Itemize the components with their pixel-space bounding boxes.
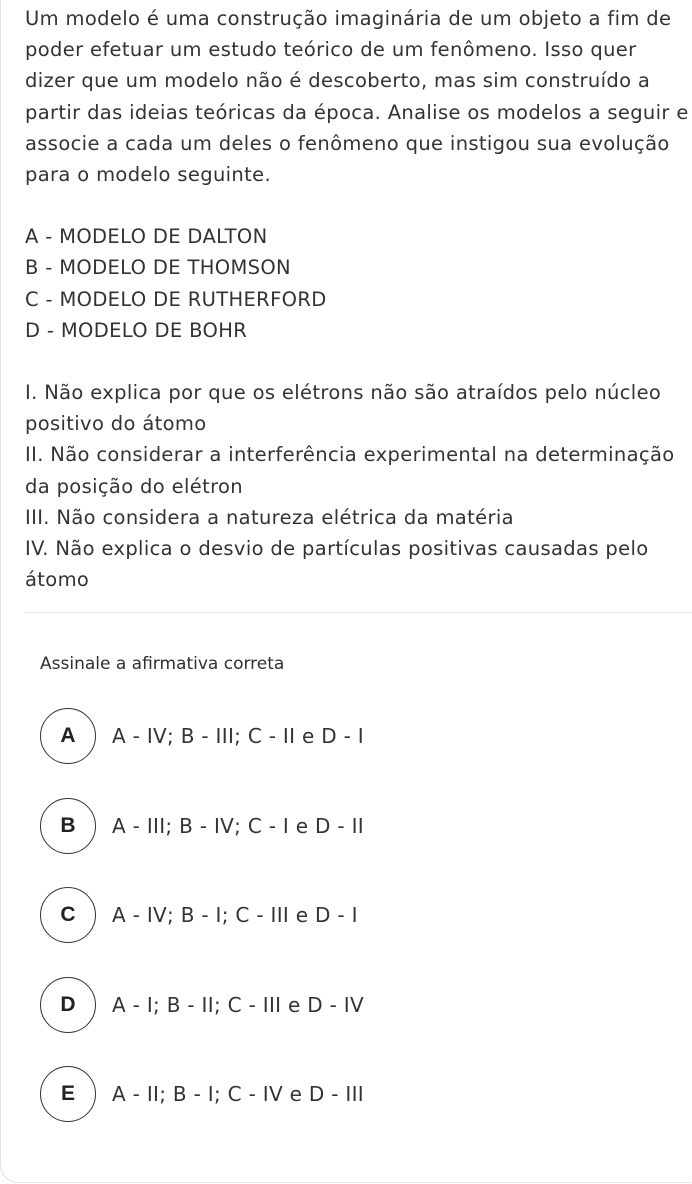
model-item: C - MODELO DE RUTHERFORD <box>25 287 327 311</box>
option-letter-badge[interactable]: E <box>40 1066 96 1122</box>
spacer <box>25 190 690 221</box>
model-item: B - MODELO DE THOMSON <box>25 256 291 280</box>
answer-option-c[interactable] <box>40 885 680 945</box>
answer-prompt: Assinale a afirmativa correta <box>40 654 285 674</box>
option-text[interactable]: A - II; B - I; C - IV e D - III <box>112 1082 364 1106</box>
option-letter-badge[interactable]: B <box>40 798 96 854</box>
option-letter-badge[interactable]: A <box>40 708 96 764</box>
spacer <box>25 346 690 377</box>
phenomenon-item: I. Não explica por que os elétrons não são atraídos pelo núcleo positivo do átomo <box>25 381 662 436</box>
option-text[interactable]: A - I; B - II; C - III e D - IV <box>112 992 364 1017</box>
option-letter-badge[interactable]: D <box>40 977 96 1033</box>
model-item: A - MODELO DE DALTON <box>25 225 268 249</box>
answer-option-b[interactable] <box>40 796 680 856</box>
answer-option-a[interactable] <box>40 706 680 766</box>
option-text[interactable]: A - IV; B - I; C - III e D - I <box>112 903 358 927</box>
option-text[interactable]: A - III; B - IV; C - I e D - II <box>112 813 364 838</box>
phenomenon-item: III. Não considera a natureza elétrica da matéria <box>25 505 514 529</box>
question-statement <box>25 3 690 595</box>
model-item: D - MODELO DE BOHR <box>25 318 248 342</box>
phenomenon-item: II. Não considerar a interferência experimental na determinação da posição do elétron <box>25 443 675 498</box>
option-text[interactable]: A - IV; B - III; C - II e D - I <box>112 724 364 748</box>
divider <box>25 612 692 613</box>
phenomenon-item: IV. Não explica o desvio de partículas positivas causadas pelo átomo <box>25 537 649 592</box>
answer-option-d[interactable] <box>40 975 680 1035</box>
answer-option-e[interactable] <box>40 1064 680 1124</box>
answer-options <box>40 706 680 1154</box>
option-letter-badge[interactable]: C <box>40 887 96 943</box>
question-paragraph: Um modelo é uma construção imaginária de um objeto a fim de poder efetuar um estudo teórico de um fenômeno. Isso quer dizer que um modelo não é descoberto, mas sim construído a partir das ideias teóricas da época. Analise os modelos a seguir e associe a cada um deles o fenômeno que instigou sua evolução para o modelo seguinte. <box>25 7 689 187</box>
